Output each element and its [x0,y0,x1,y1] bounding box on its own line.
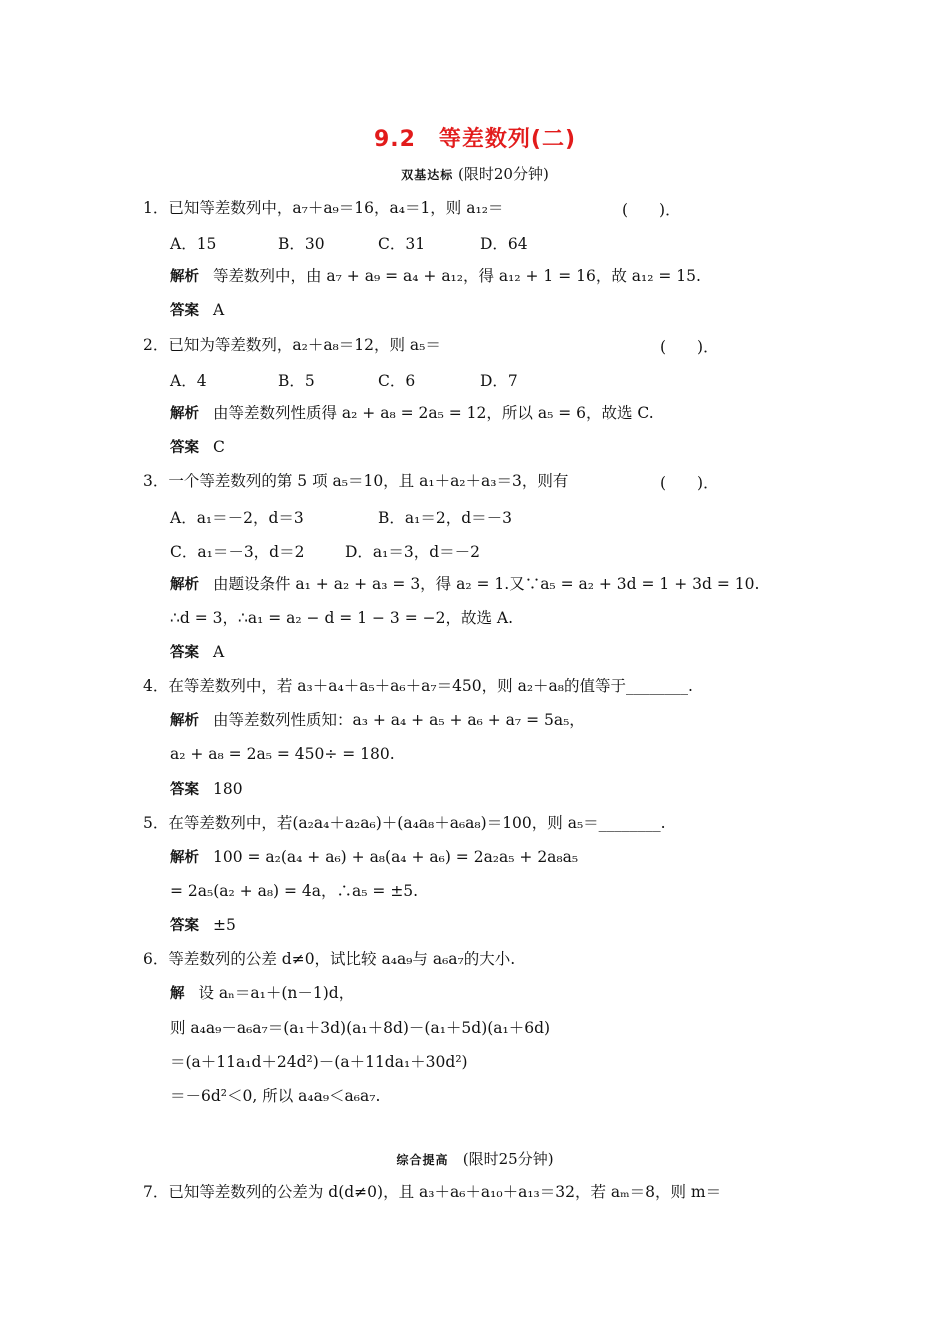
analysis-text: 等差数列中，由 a₇ + a₉ = a₄ + a₁₂，得 a₁₂ + 1 = 16，故 a₁₂ = 15. [213,267,701,285]
answer-5 [170,915,236,936]
solution-line: ＝(a＋11a₁d＋24d²)－(a＋11da₁＋30d²) [170,1053,468,1071]
question-6-stem: 6．等差数列的公差 d≠0，试比较 a₄a₉与 a₆a₇的大小. [143,950,516,968]
analysis-text: 由等差数列性质知：a₃ + a₄ + a₅ + a₆ + a₇ = 5a₅， [213,711,585,729]
question-1-stem: 1．已知等差数列中，a₇＋a₉＝16，a₄＝1，则 a₁₂＝ [143,199,504,217]
solve-label: 解 [170,986,185,1002]
analysis-label: 解析 [170,269,199,285]
answer-text: ±5 [213,916,236,934]
answer-blank: ( )． [622,201,681,219]
option-c: C．31 [378,235,426,253]
question-4-stem: 4．在等差数列中，若 a₃＋a₄＋a₅＋a₆＋a₇＝450，则 a₂＋a₈的值等于________. [143,677,693,695]
question-5-stem: 5．在等差数列中，若(a₂a₄＋a₂a₆)＋(a₄a₈＋a₆a₈)＝100，则 a₅＝________. [143,814,666,832]
section-heading-comprehensive [0,1148,950,1169]
option-a: A．a₁＝－2，d＝3 [170,509,304,527]
analysis-text: 100 = a₂(a₄ + a₆) + a₈(a₄ + a₆) = 2a₂a₅ + 2a₈a₅ [213,848,579,866]
option-c: C．6 [378,372,416,390]
answer-label: 答案 [170,782,199,798]
answer-text: 180 [213,780,243,798]
option-b: B．5 [278,372,315,390]
analysis-3-cont: ∴d = 3，∴a₁ = a₂ − d = 1 − 3 = −2，故选 A. [170,609,514,627]
option-b: B．30 [278,235,325,253]
analysis-5 [170,847,578,868]
answer-text: A [213,301,225,319]
option-d: D．7 [480,372,518,390]
answer-text: C [213,438,225,456]
analysis-4-cont: a₂ + a₈ = 2a₅ = 450÷ = 180. [170,745,395,763]
analysis-text: 由题设条件 a₁ + a₂ + a₃ = 3，得 a₂ = 1.又∵a₅ = a₂ + 3d = 1 + 3d = 10. [213,575,760,593]
answer-label: 答案 [170,303,199,319]
analysis-label: 解析 [170,850,199,866]
question-3-stem: 3．一个等差数列的第 5 项 a₅＝10，且 a₁＋a₂＋a₃＝3，则有 [143,472,569,490]
question-7-stem: 7．已知等差数列的公差为 d(d≠0)，且 a₃＋a₆＋a₁₀＋a₁₃＝32，若 aₘ＝8，则 m＝ [143,1183,722,1201]
option-b: B．a₁＝2，d＝－3 [378,509,512,527]
analysis-2 [170,403,654,424]
section-heading-basic [0,163,950,184]
option-c: C．a₁＝－3，d＝2 [170,543,305,561]
page-title: 9.2 等差数列(二) [373,127,577,152]
option-a: A．4 [170,372,207,390]
answer-label: 答案 [170,645,199,661]
question-2-stem: 2．已知为等差数列，a₂＋a₈＝12，则 a₅＝ [143,336,441,354]
section-label: 综合提高 [396,1153,449,1167]
analysis-1 [170,266,701,287]
analysis-4 [170,710,585,731]
solution-text: 设 aₙ＝a₁＋(n－1)d， [198,984,355,1002]
solution-6 [170,983,354,1004]
analysis-3 [170,574,759,595]
answer-3 [170,642,224,663]
answer-blank: ( )． [660,338,719,356]
section-label: 双基达标 [401,168,454,182]
answer-label: 答案 [170,918,199,934]
answer-1 [170,300,224,321]
answer-2 [170,437,225,458]
analysis-5-cont: = 2a₅(a₂ + a₈) = 4a，∴a₅ = ±5. [170,882,419,900]
answer-blank: ( )． [660,474,719,492]
option-d: D．a₁＝3，d＝－2 [345,543,481,561]
analysis-label: 解析 [170,713,199,729]
option-d: D．64 [480,235,528,253]
option-a: A．15 [170,235,217,253]
section-time: (限时25分钟) [462,1150,554,1168]
analysis-label: 解析 [170,406,199,422]
answer-label: 答案 [170,440,199,456]
answer-4 [170,779,243,800]
section-time: (限时20分钟) [458,165,549,183]
solution-line: 则 a₄a₉－a₆a₇＝(a₁＋3d)(a₁＋8d)－(a₁＋5d)(a₁＋6d) [170,1019,551,1037]
solution-line: ＝－6d²＜0, 所以 a₄a₉＜a₆a₇. [170,1087,381,1105]
analysis-label: 解析 [170,577,199,593]
analysis-text: 由等差数列性质得 a₂ + a₈ = 2a₅ = 12，所以 a₅ = 6，故选 C. [213,404,654,422]
answer-text: A [213,643,225,661]
